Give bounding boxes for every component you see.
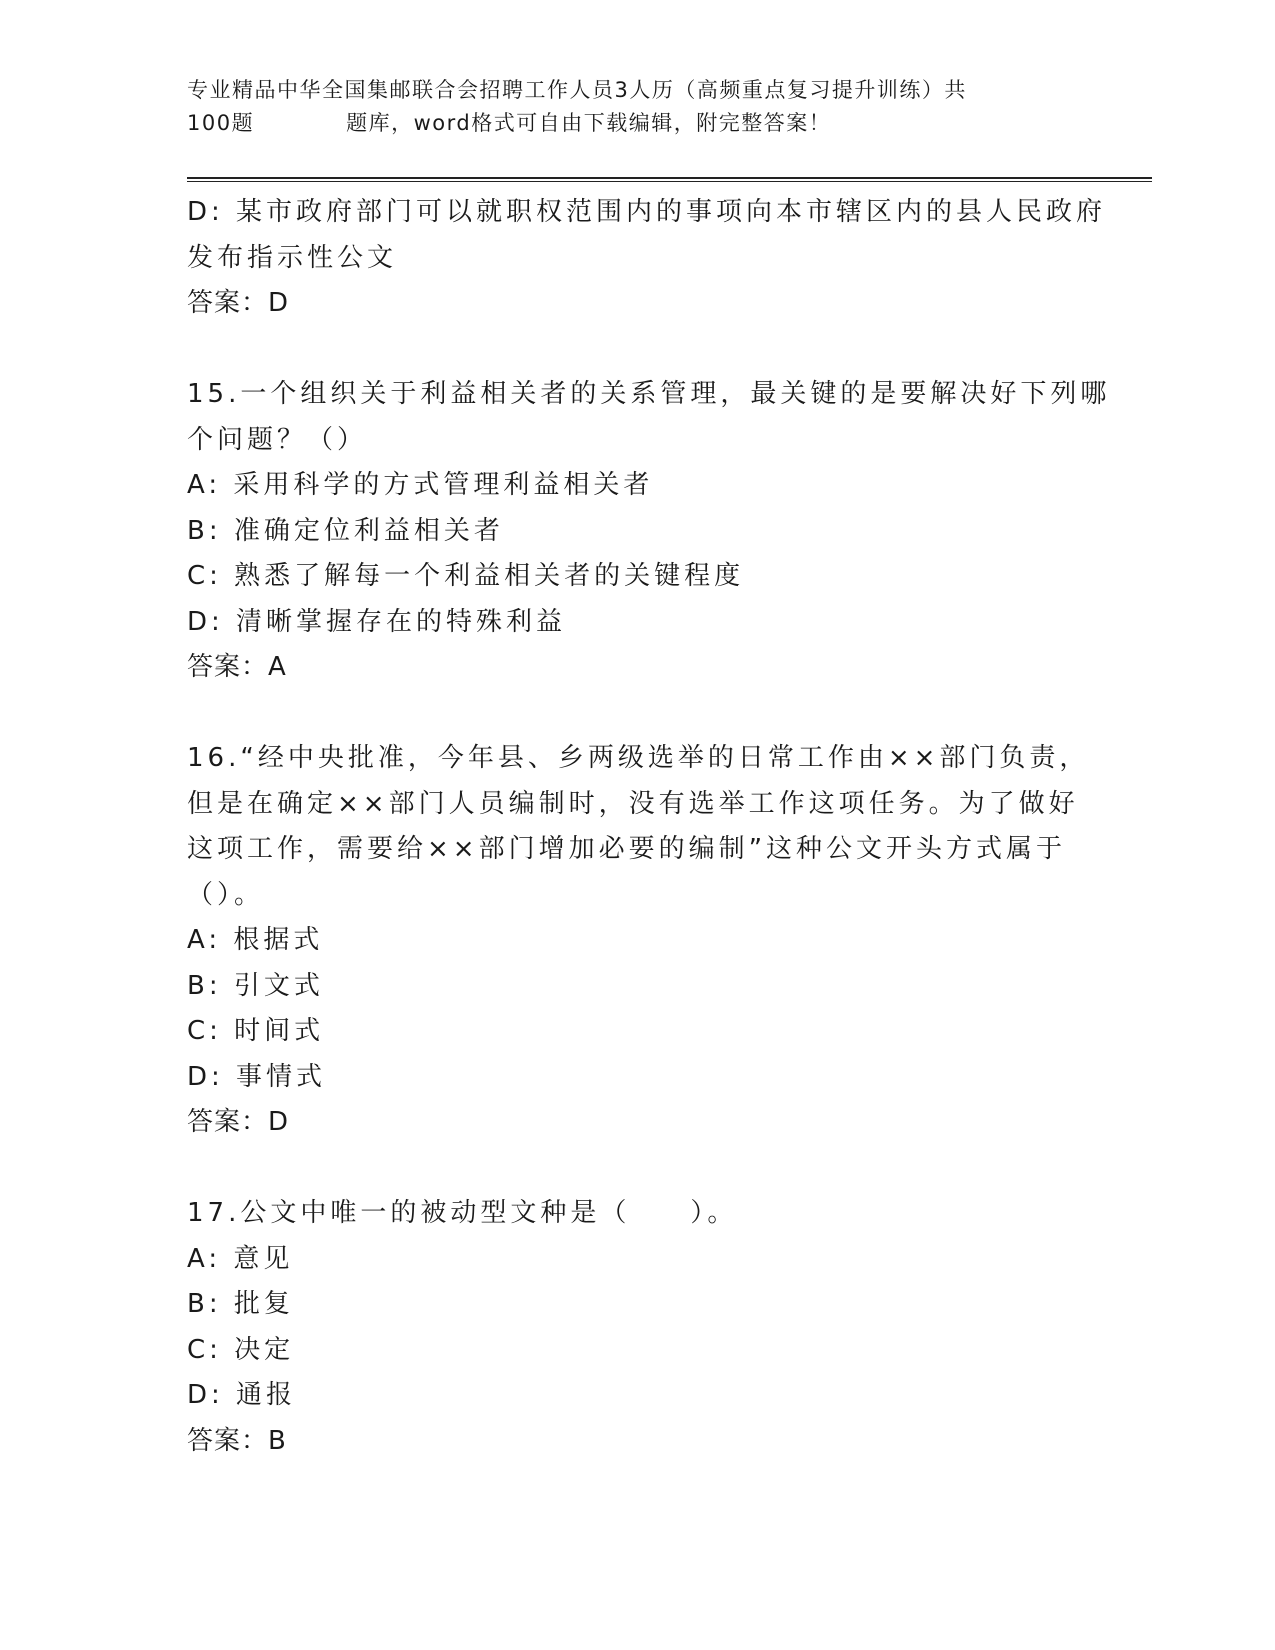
document-header xyxy=(187,74,1087,140)
question-stem-continued: 个问题？（） xyxy=(187,424,368,455)
option-b: B: 引文式 xyxy=(187,970,324,1001)
question-stem-continued: 这项工作，需要给××部门增加必要的编制”这种公文开头方式属于 xyxy=(187,834,1067,864)
header-title-line1: 专业精品中华全国集邮联合会招聘工作人员3人历（高频重点复习提升训练）共 xyxy=(187,78,967,102)
option-b: B: 准确定位利益相关者 xyxy=(187,515,504,546)
option-d: D: 清晰掌握存在的特殊利益 xyxy=(187,606,567,637)
header-description: 题库，word格式可自由下载编辑，附完整答案！ xyxy=(346,111,832,135)
header-double-rule xyxy=(187,177,1152,182)
header-question-count: 100题 xyxy=(187,111,255,135)
question-stem: 16.“经中央批准，今年县、乡两级选举的日常工作由××部门负责， xyxy=(187,743,1090,773)
option-a: A: 采用科学的方式管理利益相关者 xyxy=(187,470,654,500)
question-stem-continued: 但是在确定××部门人员编制时，没有选举工作这项任务。为了做好 xyxy=(187,788,1079,819)
option-c: C: 时间式 xyxy=(187,1016,325,1046)
option-b: B: 批复 xyxy=(187,1289,294,1319)
question-15 xyxy=(187,372,1111,691)
option-c: C: 熟悉了解每一个利益相关者的关键程度 xyxy=(187,561,745,591)
option-a: A: 根据式 xyxy=(187,925,324,955)
previous-question-tail xyxy=(187,190,1107,327)
option-c: C: 决定 xyxy=(187,1334,295,1365)
question-stem: 17.公文中唯一的被动型文种是（ ）。 xyxy=(187,1198,738,1228)
question-17 xyxy=(187,1191,1087,1464)
option-a: A: 意见 xyxy=(187,1243,294,1274)
option-d: D: 通报 xyxy=(187,1380,297,1410)
answer: 答案：D xyxy=(187,1107,290,1137)
answer: 答案：B xyxy=(187,1425,287,1456)
option-d-continued: 发布指示性公文 xyxy=(187,242,398,273)
question-stem-continued: （）。 xyxy=(187,879,265,910)
question-stem: 15.一个组织关于利益相关者的关系管理，最关键的是要解决好下列哪 xyxy=(187,379,1111,409)
header-title-line2 xyxy=(187,107,1087,140)
question-16 xyxy=(187,736,1090,1146)
question-content xyxy=(187,190,1111,1464)
answer: 答案：D xyxy=(187,288,290,318)
answer: 答案：A xyxy=(187,652,287,682)
option-d: D: 某市政府部门可以就职权范围内的事项向本市辖区内的县人民政府 xyxy=(187,197,1107,227)
option-d: D: 事情式 xyxy=(187,1061,327,1092)
